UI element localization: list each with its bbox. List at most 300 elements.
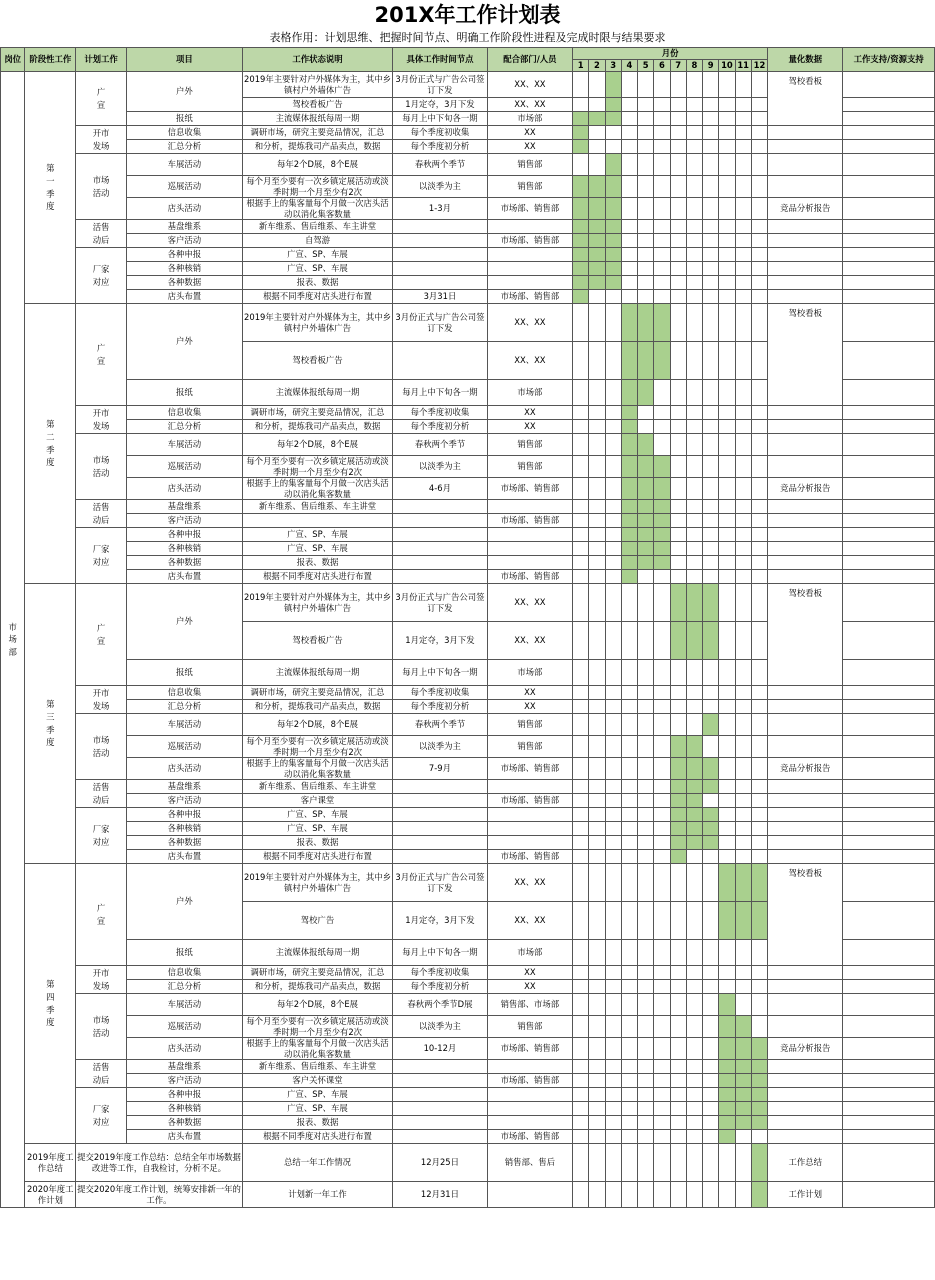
header-desc: 工作状态说明 bbox=[242, 48, 392, 72]
dept-cell: 市场部、销售部 bbox=[487, 1038, 572, 1060]
item-cell: 巡展活动 bbox=[126, 456, 242, 478]
month-cell-5 bbox=[638, 686, 654, 700]
month-cell-5 bbox=[638, 98, 654, 112]
month-cell-1 bbox=[573, 794, 589, 808]
month-cell-1 bbox=[573, 528, 589, 542]
desc-cell: 广宣、SP、车展 bbox=[242, 542, 392, 556]
quant-cell bbox=[768, 542, 843, 556]
node-cell: 每个季度初收集 bbox=[393, 406, 488, 420]
support-cell bbox=[843, 1144, 935, 1182]
month-cell-5 bbox=[638, 1060, 654, 1074]
support-cell bbox=[843, 940, 935, 966]
month-cell-9 bbox=[703, 304, 719, 342]
month-cell-2 bbox=[589, 940, 605, 966]
month-cell-1 bbox=[573, 290, 589, 304]
item-cell: 各种申报 bbox=[126, 1088, 242, 1102]
month-cell-6 bbox=[654, 902, 670, 940]
month-cell-4 bbox=[621, 758, 637, 780]
dept-cell: XX、XX bbox=[487, 902, 572, 940]
month-cell-10 bbox=[719, 98, 735, 112]
month-cell-5 bbox=[638, 794, 654, 808]
month-cell-6 bbox=[654, 850, 670, 864]
support-cell bbox=[843, 902, 935, 940]
month-cell-1 bbox=[573, 514, 589, 528]
quant-cell bbox=[768, 290, 843, 304]
month-cell-6 bbox=[654, 1038, 670, 1060]
dept-cell: XX bbox=[487, 126, 572, 140]
month-cell-12 bbox=[751, 570, 767, 584]
table-row bbox=[1, 304, 935, 342]
node-cell: 每个季度初收集 bbox=[393, 126, 488, 140]
month-cell-2 bbox=[589, 700, 605, 714]
item-cell: 报纸 bbox=[126, 112, 242, 126]
month-cell-10 bbox=[719, 406, 735, 420]
desc-cell: 根据手上的集客量每个月做一次店头活动以消化集客数量 bbox=[242, 1038, 392, 1060]
desc-cell: 驾校看板广告 bbox=[242, 342, 392, 380]
month-cell-9 bbox=[703, 290, 719, 304]
month-cell-3 bbox=[605, 478, 621, 500]
desc-cell: 广宣、SP、车展 bbox=[242, 822, 392, 836]
month-cell-2 bbox=[589, 758, 605, 780]
month-cell-12 bbox=[751, 1038, 767, 1060]
month-cell-3 bbox=[605, 126, 621, 140]
month-cell-8 bbox=[686, 822, 702, 836]
month-cell-8 bbox=[686, 808, 702, 822]
month-cell-10 bbox=[719, 758, 735, 780]
month-cell-7 bbox=[670, 528, 686, 542]
plan-group-cell bbox=[76, 434, 127, 500]
month-cell-12 bbox=[751, 902, 767, 940]
month-cell-12 bbox=[751, 1102, 767, 1116]
month-cell-10 bbox=[719, 248, 735, 262]
month-cell-5 bbox=[638, 714, 654, 736]
dept-cell: 市场部 bbox=[487, 380, 572, 406]
month-cell-2 bbox=[589, 850, 605, 864]
month-cell-7 bbox=[670, 248, 686, 262]
month-cell-2 bbox=[589, 542, 605, 556]
month-cell-4 bbox=[621, 304, 637, 342]
desc-cell: 和分析，提炼我司产品卖点，数据 bbox=[242, 420, 392, 434]
desc-cell: 驾校看板广告 bbox=[242, 98, 392, 112]
item-cell: 店头布置 bbox=[126, 290, 242, 304]
quant-cell bbox=[768, 434, 843, 456]
month-cell-9 bbox=[703, 994, 719, 1016]
month-cell-6 bbox=[654, 290, 670, 304]
quant-cell bbox=[768, 514, 843, 528]
month-cell-2 bbox=[589, 514, 605, 528]
month-cell-7 bbox=[670, 556, 686, 570]
quant-cell bbox=[768, 966, 843, 980]
item-cell: 各种数据 bbox=[126, 276, 242, 290]
support-cell bbox=[843, 1116, 935, 1130]
header-item: 项目 bbox=[126, 48, 242, 72]
support-cell bbox=[843, 1088, 935, 1102]
month-cell-9 bbox=[703, 434, 719, 456]
header-month-3: 3 bbox=[605, 60, 621, 72]
month-cell-5 bbox=[638, 1074, 654, 1088]
desc-cell: 主流媒体报纸每周一期 bbox=[242, 660, 392, 686]
table-row bbox=[1, 864, 935, 902]
plan-table bbox=[0, 47, 935, 1208]
month-cell-1 bbox=[573, 420, 589, 434]
quant-cell: 驾校看板 bbox=[768, 864, 843, 966]
month-cell-1 bbox=[573, 500, 589, 514]
summary-plan-cell: 2020年度工作计划 bbox=[25, 1182, 76, 1208]
month-cell-11 bbox=[735, 1116, 751, 1130]
table-row bbox=[1, 262, 935, 276]
summary-quant-cell: 工作计划 bbox=[768, 1182, 843, 1208]
node-cell: 每个季度初收集 bbox=[393, 966, 488, 980]
month-cell-6 bbox=[654, 220, 670, 234]
dept-cell: 市场部、销售部 bbox=[487, 850, 572, 864]
month-cell-10 bbox=[719, 528, 735, 542]
desc-cell bbox=[242, 514, 392, 528]
month-cell-12 bbox=[751, 72, 767, 98]
support-cell bbox=[843, 700, 935, 714]
table-row bbox=[1, 966, 935, 980]
month-cell-5 bbox=[638, 940, 654, 966]
quant-cell bbox=[768, 714, 843, 736]
month-cell-1 bbox=[573, 864, 589, 902]
month-cell-2 bbox=[589, 1074, 605, 1088]
month-cell-10 bbox=[719, 290, 735, 304]
month-cell-11 bbox=[735, 542, 751, 556]
month-cell-6 bbox=[654, 126, 670, 140]
month-cell-12 bbox=[751, 864, 767, 902]
month-cell-7 bbox=[670, 112, 686, 126]
support-cell bbox=[843, 686, 935, 700]
month-cell-3 bbox=[605, 456, 621, 478]
summary-plan-cell: 2019年度工作总结 bbox=[25, 1144, 76, 1182]
month-cell-1 bbox=[573, 1016, 589, 1038]
month-cell-10 bbox=[719, 304, 735, 342]
month-cell-3 bbox=[605, 500, 621, 514]
support-cell bbox=[843, 126, 935, 140]
dept-cell bbox=[487, 1088, 572, 1102]
month-cell-1 bbox=[573, 1088, 589, 1102]
node-cell bbox=[393, 262, 488, 276]
item-cell: 店头活动 bbox=[126, 1038, 242, 1060]
dept-cell bbox=[487, 780, 572, 794]
month-cell-6 bbox=[654, 1182, 670, 1208]
month-cell-12 bbox=[751, 276, 767, 290]
month-cell-5 bbox=[638, 542, 654, 556]
month-cell-8 bbox=[686, 234, 702, 248]
desc-cell: 根据手上的集客量每个月做一次店头活动以消化集客数量 bbox=[242, 758, 392, 780]
item-cell: 各种核销 bbox=[126, 1102, 242, 1116]
table-row bbox=[1, 1130, 935, 1144]
quant-cell bbox=[768, 700, 843, 714]
month-cell-12 bbox=[751, 980, 767, 994]
quant-cell bbox=[768, 1102, 843, 1116]
node-cell: 3月份正式与广告公司签订下发 bbox=[393, 304, 488, 342]
month-cell-1 bbox=[573, 380, 589, 406]
month-cell-8 bbox=[686, 276, 702, 290]
quant-cell bbox=[768, 1060, 843, 1074]
month-cell-9 bbox=[703, 1130, 719, 1144]
node-cell: 以淡季为主 bbox=[393, 176, 488, 198]
page-title: 201X年工作计划表 bbox=[374, 3, 561, 27]
node-cell bbox=[393, 570, 488, 584]
month-cell-10 bbox=[719, 112, 735, 126]
item-cell: 店头活动 bbox=[126, 758, 242, 780]
support-cell bbox=[843, 850, 935, 864]
table-row bbox=[1, 822, 935, 836]
item-cell: 巡展活动 bbox=[126, 736, 242, 758]
month-cell-4 bbox=[621, 584, 637, 622]
node-cell: 每个季度初收集 bbox=[393, 686, 488, 700]
month-cell-7 bbox=[670, 420, 686, 434]
month-cell-6 bbox=[654, 434, 670, 456]
table-row bbox=[1, 72, 935, 98]
desc-cell: 2019年主要针对户外媒体为主，其中乡镇村户外墙体广告 bbox=[242, 72, 392, 98]
desc-cell: 报表、数据 bbox=[242, 836, 392, 850]
month-cell-2 bbox=[589, 154, 605, 176]
month-cell-8 bbox=[686, 556, 702, 570]
month-cell-7 bbox=[670, 234, 686, 248]
dept-cell: 市场部、销售部 bbox=[487, 290, 572, 304]
desc-cell: 新车维系、售后维系、车主讲堂 bbox=[242, 1060, 392, 1074]
month-cell-3 bbox=[605, 570, 621, 584]
month-cell-1 bbox=[573, 140, 589, 154]
dept-cell bbox=[487, 528, 572, 542]
month-cell-6 bbox=[654, 1016, 670, 1038]
support-cell bbox=[843, 836, 935, 850]
month-cell-9 bbox=[703, 380, 719, 406]
month-cell-11 bbox=[735, 380, 751, 406]
table-row bbox=[1, 850, 935, 864]
quant-cell bbox=[768, 500, 843, 514]
month-cell-9 bbox=[703, 622, 719, 660]
month-cell-6 bbox=[654, 836, 670, 850]
month-cell-3 bbox=[605, 966, 621, 980]
month-cell-10 bbox=[719, 1144, 735, 1182]
dept-cell: XX、XX bbox=[487, 98, 572, 112]
node-cell: 1月定夺，3月下发 bbox=[393, 98, 488, 112]
month-cell-2 bbox=[589, 262, 605, 276]
table-row bbox=[1, 556, 935, 570]
item-cell: 报纸 bbox=[126, 380, 242, 406]
dept-cell bbox=[487, 248, 572, 262]
month-cell-3 bbox=[605, 262, 621, 276]
month-cell-1 bbox=[573, 836, 589, 850]
summary-row bbox=[1, 1144, 935, 1182]
month-cell-2 bbox=[589, 420, 605, 434]
month-cell-3 bbox=[605, 304, 621, 342]
node-cell: 3月份正式与广告公司签订下发 bbox=[393, 584, 488, 622]
month-cell-8 bbox=[686, 304, 702, 342]
month-cell-2 bbox=[589, 1182, 605, 1208]
month-cell-8 bbox=[686, 478, 702, 500]
table-row bbox=[1, 758, 935, 780]
header-month-8: 8 bbox=[686, 60, 702, 72]
month-cell-8 bbox=[686, 420, 702, 434]
dept-cell: 市场部 bbox=[487, 660, 572, 686]
month-cell-5 bbox=[638, 380, 654, 406]
month-cell-7 bbox=[670, 126, 686, 140]
table-row bbox=[1, 836, 935, 850]
summary-dept-cell: 销售部、售后 bbox=[487, 1144, 572, 1182]
node-cell bbox=[393, 1130, 488, 1144]
month-cell-9 bbox=[703, 758, 719, 780]
node-cell: 1-3月 bbox=[393, 198, 488, 220]
month-cell-4 bbox=[621, 456, 637, 478]
month-cell-6 bbox=[654, 528, 670, 542]
month-cell-11 bbox=[735, 220, 751, 234]
node-cell bbox=[393, 234, 488, 248]
page-subtitle: 表格作用：计划思维、把握时间节点、明确工作阶段性进程及完成时限与结果要求 bbox=[269, 31, 666, 44]
month-cell-9 bbox=[703, 940, 719, 966]
month-cell-12 bbox=[751, 622, 767, 660]
month-cell-11 bbox=[735, 304, 751, 342]
month-cell-12 bbox=[751, 1060, 767, 1074]
month-cell-6 bbox=[654, 1130, 670, 1144]
header-dept: 配合部门/人员 bbox=[487, 48, 572, 72]
support-cell bbox=[843, 794, 935, 808]
support-cell bbox=[843, 1038, 935, 1060]
month-cell-12 bbox=[751, 1088, 767, 1102]
month-cell-9 bbox=[703, 966, 719, 980]
support-cell bbox=[843, 248, 935, 262]
quant-cell bbox=[768, 1074, 843, 1088]
month-cell-3 bbox=[605, 864, 621, 902]
month-cell-2 bbox=[589, 808, 605, 822]
header-quant: 量化数据 bbox=[768, 48, 843, 72]
support-cell bbox=[843, 980, 935, 994]
month-cell-11 bbox=[735, 420, 751, 434]
month-cell-12 bbox=[751, 514, 767, 528]
month-cell-1 bbox=[573, 822, 589, 836]
month-cell-4 bbox=[621, 478, 637, 500]
month-cell-8 bbox=[686, 836, 702, 850]
vertical-label: 市场活动 bbox=[92, 734, 110, 758]
month-cell-3 bbox=[605, 140, 621, 154]
month-cell-5 bbox=[638, 622, 654, 660]
month-cell-11 bbox=[735, 758, 751, 780]
dept-cell bbox=[487, 556, 572, 570]
month-cell-12 bbox=[751, 714, 767, 736]
month-cell-3 bbox=[605, 1130, 621, 1144]
month-cell-1 bbox=[573, 248, 589, 262]
plan-group-cell bbox=[76, 584, 127, 686]
month-cell-8 bbox=[686, 500, 702, 514]
support-cell bbox=[843, 714, 935, 736]
month-cell-8 bbox=[686, 1016, 702, 1038]
month-cell-3 bbox=[605, 154, 621, 176]
plan-group-cell bbox=[76, 72, 127, 126]
month-cell-11 bbox=[735, 434, 751, 456]
month-cell-8 bbox=[686, 570, 702, 584]
node-cell: 3月份正式与广告公司签订下发 bbox=[393, 864, 488, 902]
month-cell-10 bbox=[719, 380, 735, 406]
item-cell: 车展活动 bbox=[126, 994, 242, 1016]
table-row bbox=[1, 584, 935, 622]
month-cell-4 bbox=[621, 902, 637, 940]
desc-cell: 每个月至少要有一次乡镇定展活动或淡季时期一个月至少有2次 bbox=[242, 176, 392, 198]
month-cell-3 bbox=[605, 994, 621, 1016]
month-cell-8 bbox=[686, 850, 702, 864]
month-cell-3 bbox=[605, 248, 621, 262]
month-cell-8 bbox=[686, 542, 702, 556]
node-cell bbox=[393, 220, 488, 234]
month-cell-11 bbox=[735, 500, 751, 514]
item-cell: 汇总分析 bbox=[126, 420, 242, 434]
support-cell bbox=[843, 420, 935, 434]
month-cell-11 bbox=[735, 1088, 751, 1102]
month-cell-4 bbox=[621, 822, 637, 836]
month-cell-6 bbox=[654, 864, 670, 902]
month-cell-4 bbox=[621, 808, 637, 822]
month-cell-3 bbox=[605, 434, 621, 456]
support-cell bbox=[843, 822, 935, 836]
month-cell-5 bbox=[638, 434, 654, 456]
month-cell-7 bbox=[670, 1038, 686, 1060]
dept-cell bbox=[487, 1116, 572, 1130]
month-cell-7 bbox=[670, 714, 686, 736]
month-cell-2 bbox=[589, 980, 605, 994]
month-cell-7 bbox=[670, 836, 686, 850]
item-cell: 汇总分析 bbox=[126, 980, 242, 994]
month-cell-4 bbox=[621, 542, 637, 556]
desc-cell: 调研市场，研究主要竞品情况，汇总 bbox=[242, 406, 392, 420]
table-row bbox=[1, 528, 935, 542]
month-cell-5 bbox=[638, 290, 654, 304]
month-cell-1 bbox=[573, 940, 589, 966]
item-cell: 车展活动 bbox=[126, 434, 242, 456]
desc-cell: 报表、数据 bbox=[242, 276, 392, 290]
month-cell-1 bbox=[573, 276, 589, 290]
month-cell-6 bbox=[654, 940, 670, 966]
month-cell-10 bbox=[719, 220, 735, 234]
month-cell-7 bbox=[670, 276, 686, 290]
quant-cell bbox=[768, 126, 843, 140]
table-row bbox=[1, 420, 935, 434]
month-cell-5 bbox=[638, 836, 654, 850]
month-cell-9 bbox=[703, 584, 719, 622]
month-cell-7 bbox=[670, 1116, 686, 1130]
month-cell-12 bbox=[751, 1074, 767, 1088]
table-row bbox=[1, 176, 935, 198]
month-cell-1 bbox=[573, 406, 589, 420]
month-cell-7 bbox=[670, 1182, 686, 1208]
support-cell bbox=[843, 736, 935, 758]
node-cell: 每月上中下旬各一期 bbox=[393, 112, 488, 126]
month-cell-11 bbox=[735, 1060, 751, 1074]
table-row bbox=[1, 1074, 935, 1088]
month-cell-3 bbox=[605, 556, 621, 570]
dept-cell: 销售部、市场部 bbox=[487, 994, 572, 1016]
month-cell-10 bbox=[719, 556, 735, 570]
month-cell-4 bbox=[621, 514, 637, 528]
month-cell-6 bbox=[654, 456, 670, 478]
month-cell-2 bbox=[589, 112, 605, 126]
month-cell-11 bbox=[735, 864, 751, 902]
month-cell-6 bbox=[654, 262, 670, 276]
month-cell-11 bbox=[735, 1038, 751, 1060]
desc-cell: 新车维系、售后维系、车主讲堂 bbox=[242, 780, 392, 794]
desc-cell: 2019年主要针对户外媒体为主，其中乡镇村户外墙体广告 bbox=[242, 584, 392, 622]
quant-cell bbox=[768, 262, 843, 276]
month-cell-6 bbox=[654, 700, 670, 714]
quant-cell bbox=[768, 406, 843, 420]
header-month-11: 11 bbox=[735, 60, 751, 72]
header-plan: 计划工作 bbox=[76, 48, 127, 72]
desc-cell: 广宣、SP、车展 bbox=[242, 1102, 392, 1116]
month-cell-6 bbox=[654, 808, 670, 822]
month-cell-6 bbox=[654, 1116, 670, 1130]
vertical-label: 市场活动 bbox=[92, 174, 110, 198]
month-cell-8 bbox=[686, 1060, 702, 1074]
